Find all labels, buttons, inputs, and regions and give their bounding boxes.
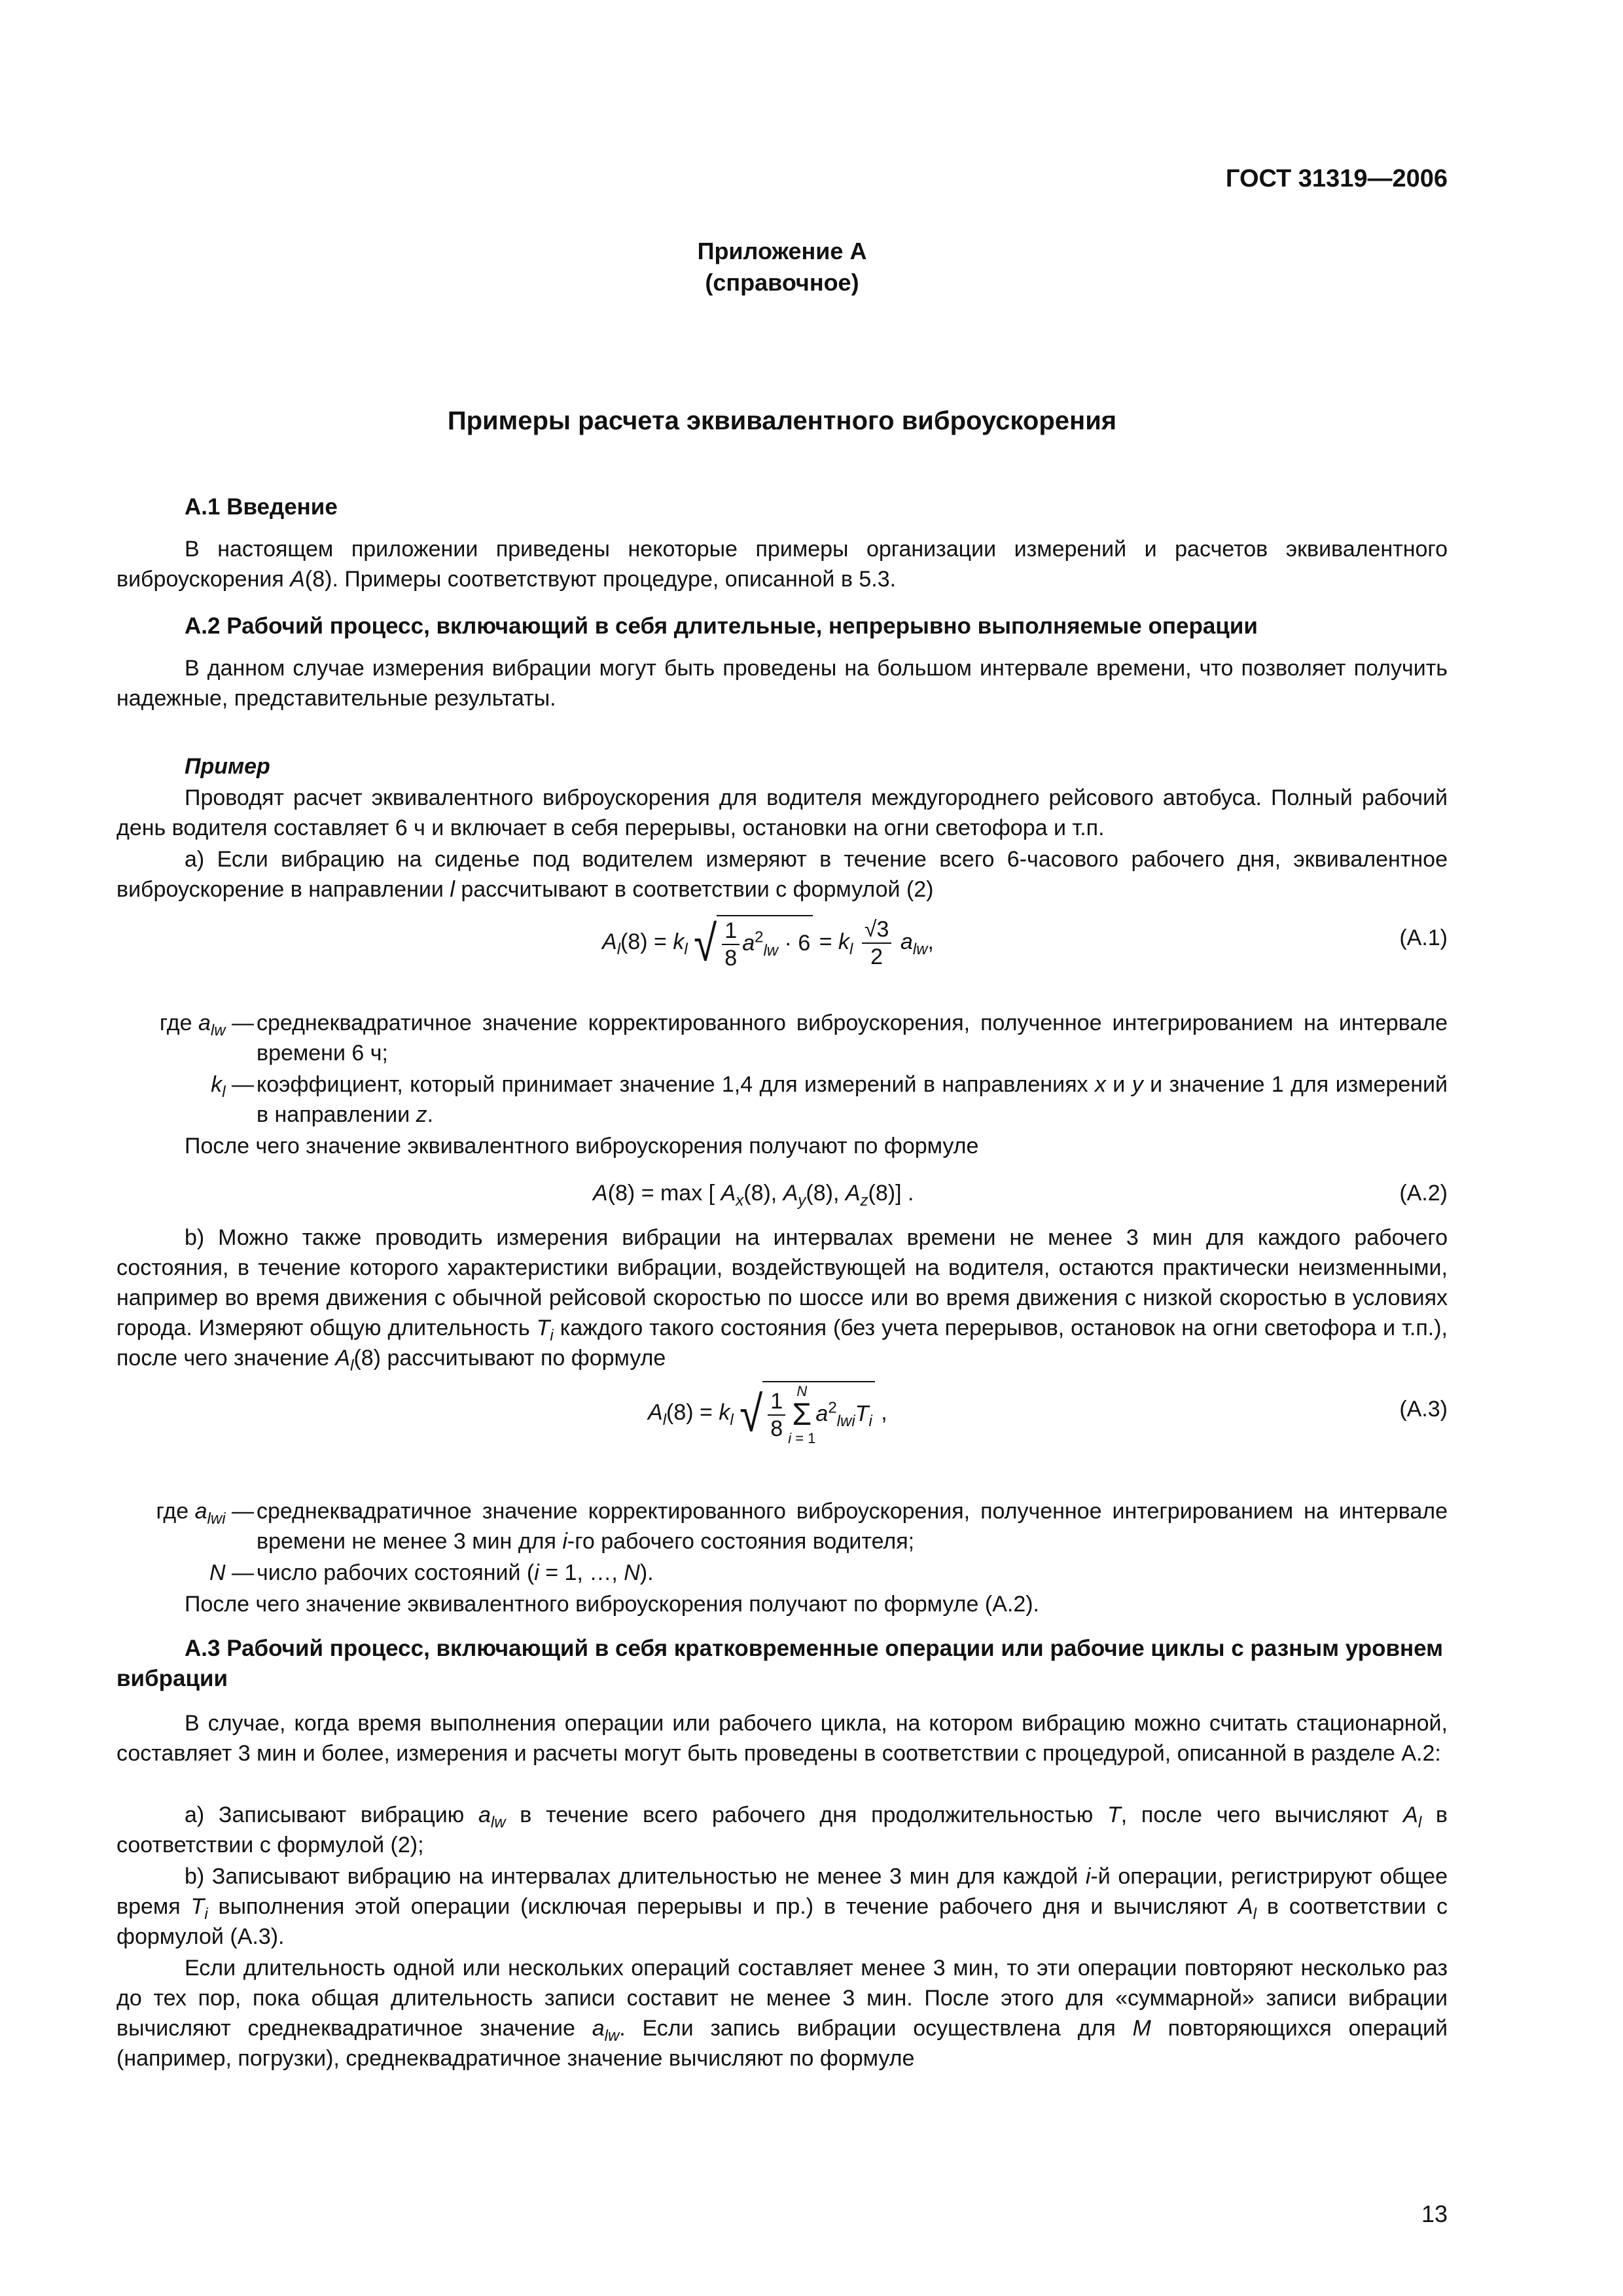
- appendix-type: (справочное): [705, 269, 859, 296]
- main-title: Примеры расчета эквивалентного виброускорения: [447, 406, 1117, 435]
- section-a2-heading: А.2 Рабочий процесс, включающий в себя длительные, непрерывно выполняемые операции: [185, 613, 1258, 639]
- where-def-alw: среднеквадратичное значение корректированного виброускорения, полученное интегрированием на интервале времени 6 ч;: [257, 1011, 1448, 1066]
- section-a3-p4: Если длительность одной или нескольких операций составляет менее 3 мин, то эти операции повторяют несколько раз до тех пор, пока общая длительность записи составит не менее 3 мин. После этого для «суммарной» записи вибрации вычисляют среднеквадратичное значение $a_{lw}$. Если запись вибрации осуществлена для M повторяющихся операций (например, погрузки), среднеквадратичное значение вычисляют по формуле: [116, 1956, 1448, 2071]
- section-a3-p2: а) Записывают вибрацию $a_{lw}$ в течение всего рабочего дня продолжительностью T, после чего вычисляют $A_l$ в соответствии с формулой (2);: [116, 1803, 1448, 1857]
- after-text-1: После чего значение эквивалентного виброускорения получают по формуле: [185, 1134, 979, 1158]
- section-a3-p1: В случае, когда время выполнения операции или рабочего цикла, на котором вибрацию можно считать стационарной, составляет 3 мин и более, измерения и расчеты могут быть проведены в соответствии с процедурой, описанной в разделе А.2:: [116, 1711, 1448, 1766]
- section-a1-heading: А.1 Введение: [185, 494, 338, 520]
- where-term-alw: где $a_{lw}$ —: [159, 1011, 254, 1039]
- example-text: Проводят расчет эквивалентного виброускорения для водителя междугороднего рейсового автобуса. Полный рабочий день водителя составляет 6 ч и включает в себя перерывы, остановки на огни светофора и т.п.: [116, 785, 1448, 840]
- standard-code: ГОСТ 31319—2006: [1225, 165, 1448, 192]
- where-term-n: N —: [209, 1560, 254, 1585]
- where-def-n: число рабочих состояний (i = 1, …, N).: [257, 1560, 654, 1585]
- section-a3-p3: b) Записывают вибрацию на интервалах длительностью не менее 3 мин для каждой i-й операции, регистрируют общее время $T_i$ выполнения этой операции (исключая перерывы и пр.) в течение рабочего дня и вычисляют $A_l$ в соответствии с формулой (А.3).: [116, 1864, 1448, 1949]
- where-term-kl: $k_l$ —: [211, 1072, 254, 1101]
- example-label: Пример: [185, 754, 270, 779]
- appendix-label: Приложение А: [697, 238, 867, 264]
- after-text-2: После чего значение эквивалентного виброускорения получают по формуле (А.2).: [185, 1592, 1039, 1617]
- eq-number-a1: (А.1): [1399, 925, 1448, 950]
- section-a2-text: В данном случае измерения вибрации могут быть проведены на большом интервале времени, что позволяет получить надежные, представительные результаты.: [116, 656, 1448, 711]
- formula-a1: $A_l(8) = k_l$ √ $\frac{1}{8}$ $a^2_{lw} \cdot 6 = k_l$ $\frac{√3}{2}$ $a_{lw}$,: [602, 914, 934, 972]
- section-a3-heading: А.3 Рабочий процесс, включающий в себя кратковременные операции или рабочие циклы с разным уровнем вибрации: [116, 1636, 1444, 1691]
- appendix-title: [116, 236, 1448, 298]
- eq-number-a3: (А.3): [1399, 1397, 1448, 1422]
- where-def-alwi: среднеквадратичное значение корректированного виброускорения, полученное интегрированием на интервале времени не менее 3 мин для i-го рабочего состояния водителя;: [257, 1499, 1448, 1554]
- eq-number-a2: (А.2): [1399, 1181, 1448, 1206]
- formula-a2: A(8) = max [ $A_x(8)$, $A_y(8)$, $A_z(8)$] .: [593, 1181, 914, 1210]
- where-def-kl: коэффициент, который принимает значение 1,4 для измерений в направлениях x и y и значение 1 для измерений в направлении z.: [257, 1072, 1448, 1127]
- formula-a3: $A_l(8) = k_l$ √ $\frac{1}{8}$ N Σ $i = 1a^2_{lwi}T_i$ ,: [648, 1381, 887, 1446]
- case-a-text: а) Если вибрацию на сиденье под водителем измеряют в течение всего 6-часового рабочего дня, эквивалентное виброускорение в направлении l рассчитывают в соответствии с формулой (2): [116, 847, 1448, 902]
- section-a1-text: В настоящем приложении приведены некоторые примеры организации измерений и расчетов эквивалентного виброускорения A(8). Примеры соответствуют процедуре, описанной в 5.3.: [116, 537, 1448, 592]
- where-term-alwi: где $a_{lwi}$ —: [156, 1499, 254, 1528]
- page-number: 13: [1421, 2200, 1448, 2227]
- case-b-text: b) Можно также проводить измерения вибрации на интервалах времени не менее 3 мин для каждого рабочего состояния, в течение которого характеристики вибрации, воздействующей на водителя, остаются практически неизменными, например во время движения с обычной рейсовой скоростью по шоссе или во время движения с низкой скоростью в условиях города. Измеряют общую длительность $T_i$ каждого такого состояния (без учета перерывов, остановок на огни светофора и т.п.), после чего значение $A_l(8)$ рассчитывают по формуле: [116, 1225, 1448, 1374]
